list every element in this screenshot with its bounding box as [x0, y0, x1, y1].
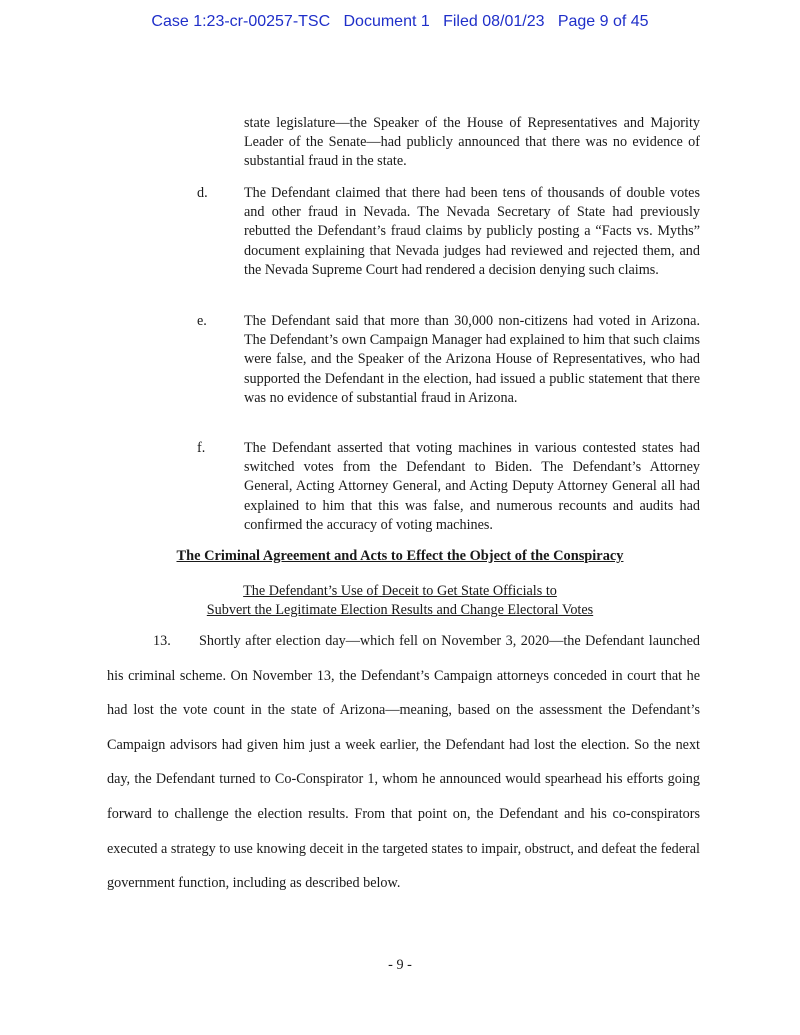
item-f-text: The Defendant asserted that voting machines in various contested states had switched votes from the Defendant to Biden. The Defendant’s Attorney General, Acting Attorney General, and Acting Deputy Attorney General all had explained to him that this was false, and numerous recounts and audits had confirmed the accuracy of voting machines. [244, 440, 700, 533]
court-filing-header: Case 1:23-cr-00257-TSC Document 1 Filed 08/01/23 Page 9 of 45 [151, 13, 649, 30]
subheading-line-1: The Defendant’s Use of Deceit to Get State Officials to [243, 583, 557, 599]
section-heading: The Criminal Agreement and Acts to Effect the Object of the Conspiracy [176, 548, 624, 564]
item-e-letter: e. [197, 313, 207, 329]
paragraph-13 [107, 624, 700, 901]
subsection-heading [0, 582, 800, 620]
paragraph-text: Shortly after election day—which fell on November 3, 2020—the Defendant launched his criminal scheme. On November 13, the Defendant’s Campaign attorneys conceded in court that he had lost the vote count in the state of Arizona—meaning, based on the assessment the Defendant’s Campaign advisors had given him just a week earlier, the Defendant had lost the election. So the next day, the Defendant turned to Co-Conspirator 1, whom he announced would spearhead his efforts going forward to challenge the election results. From that point on, the Defendant and his co-conspirators executed a strategy to use knowing deceit in the targeted states to impair, obstruct, and defeat the federal government function, including as described below. [107, 633, 700, 892]
item-e-text: The Defendant said that more than 30,000 non-citizens had voted in Arizona. The Defendant’s own Campaign Manager had explained to him that such claims were false, and the Speaker of the Arizona House of Representatives, who had supported the Defendant in the election, had issued a public statement that there was no evidence of substantial fraud in Arizona. [244, 313, 700, 406]
page-number: - 9 - [388, 957, 412, 973]
item-c-continuation: state legislature—the Speaker of the House of Representatives and Majority Leader of the Senate—had publicly announced that there was no evidence of substantial fraud in the state. [244, 115, 700, 170]
subheading-line-2: Subvert the Legitimate Election Results and Change Electoral Votes [206, 602, 594, 618]
item-d-text: The Defendant claimed that there had been tens of thousands of double votes and other fraud in Nevada. The Nevada Secretary of State had previously rebutted the Defendant’s fraud claims by publicly posting a “Facts vs. Myths” document explaining that Nevada judges had reviewed and rejected them, and the Nevada Supreme Court had rendered a decision denying such claims. [244, 185, 700, 278]
item-f-letter: f. [197, 440, 206, 456]
item-d-letter: d. [197, 185, 208, 201]
paragraph-number: 13. [153, 633, 171, 649]
